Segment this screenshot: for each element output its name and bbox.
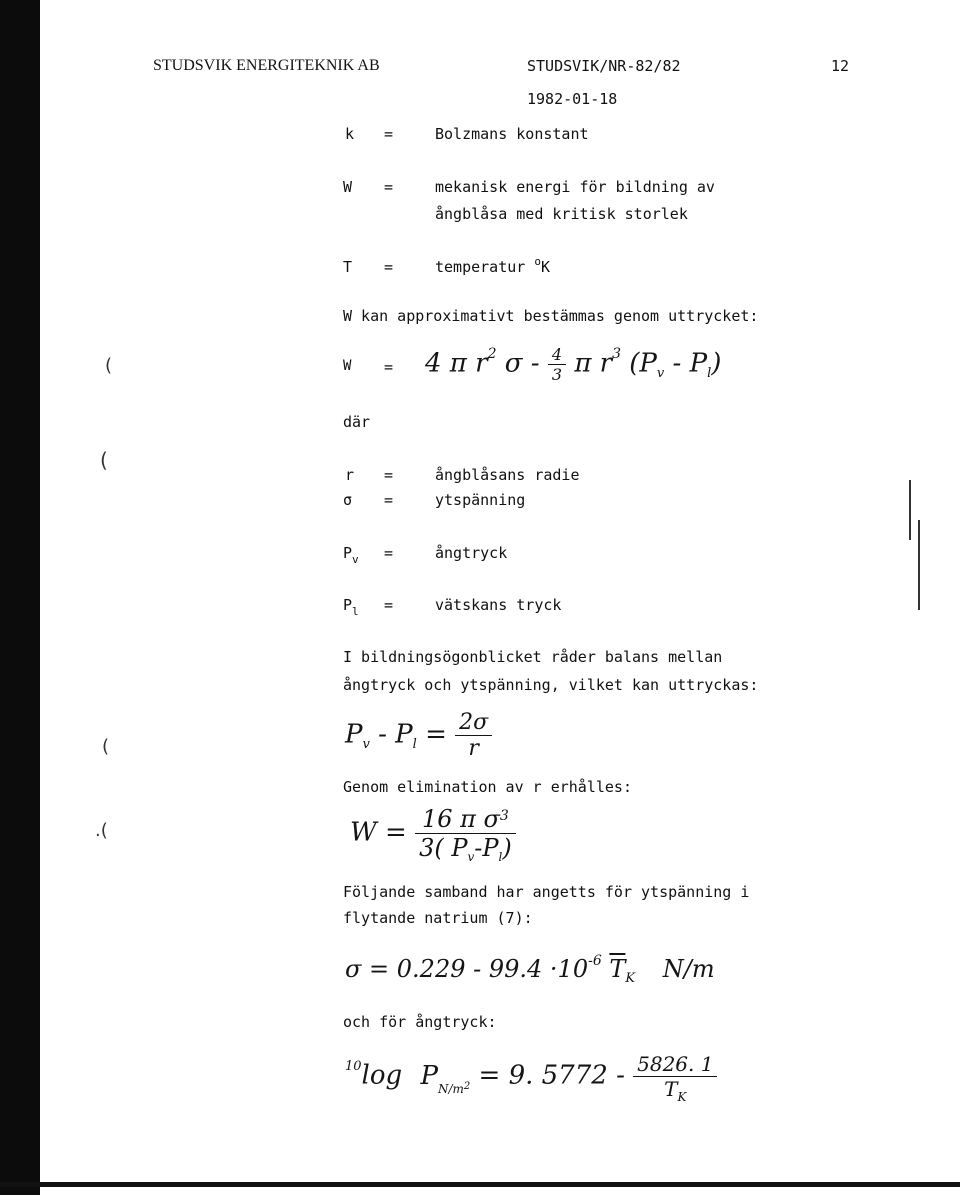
- eq1-expression: 4 π $r^2$ σ - $\frac{4}{3}$ π $r^3$ (Pv - Pl): [425, 345, 722, 384]
- def-k-text: Bolzmans konstant: [435, 125, 589, 143]
- header-report-number: STUDSVIK/NR-82/82: [527, 57, 681, 75]
- def-t-symbol: T: [343, 258, 353, 276]
- scan-edge-left-inner: [0, 0, 40, 1195]
- eq3-expression: W = $\frac{16 \pi \sigma^3}{3( P_v-P_l)}$: [350, 805, 516, 862]
- def-t-unit-sup: o: [534, 255, 541, 268]
- def-t-text: temperatur $^o$K: [435, 255, 550, 276]
- scan-mark-paren-4: .(: [95, 820, 108, 841]
- eq2-fraction: $\frac{2\sigma}{r}$: [455, 710, 492, 761]
- eq2-expression: Pv - Pl = $\frac{2\sigma}{r}$: [345, 710, 492, 761]
- scan-mark-paren-1: (: [105, 355, 113, 376]
- def-t-unit: K: [540, 258, 550, 276]
- def-pl-equals: =: [384, 596, 394, 614]
- def-w-text-line2: ångblåsa med kritisk storlek: [435, 205, 688, 223]
- elimination-text: Genom elimination av r erhålles:: [343, 778, 632, 796]
- following-text-line2: flytande natrium (7):: [343, 909, 533, 927]
- page-number: 12: [831, 57, 850, 75]
- eq5-fraction: $\frac{5826. 1}{T_K}$: [633, 1052, 717, 1101]
- intro-w-text: W kan approximativt bestämmas genom uttrycket:: [343, 307, 759, 325]
- header-company: STUDSVIK ENERGITEKNIK AB: [153, 57, 380, 74]
- def-sigma-text: ytspänning: [435, 491, 526, 509]
- def-w-text: mekanisk energi för bildning av: [435, 178, 715, 196]
- eq3-fraction: $\frac{16 \pi \sigma^3}{3( P_v-P_l)}$: [415, 805, 516, 862]
- def-w-symbol: W: [343, 178, 353, 196]
- balance-text-line2: ångtryck och ytspänning, vilket kan uttryckas:: [343, 676, 759, 694]
- def-w-equals: =: [384, 178, 394, 196]
- steam-text: och för ångtryck:: [343, 1013, 497, 1031]
- scan-mark-line-1: [909, 480, 911, 540]
- def-pv-text: ångtryck: [435, 544, 508, 562]
- def-t-equals: =: [384, 258, 394, 276]
- def-r-symbol: r: [345, 466, 355, 484]
- def-pl-text: vätskans tryck: [435, 596, 562, 614]
- def-k-symbol: k: [345, 125, 355, 143]
- def-k-equals: =: [384, 125, 394, 143]
- eq5-expression: $^{10}$log $P_{N/m^2} = 9$. 5772 - $\frac{5826. 1}{T_K}$: [345, 1052, 717, 1101]
- eq1-fraction: $\frac{4}{3}$: [548, 345, 566, 384]
- dar-label: där: [343, 413, 371, 431]
- def-sigma-symbol: σ: [343, 491, 353, 509]
- scan-mark-line-2: [918, 520, 920, 610]
- scan-mark-paren-2: (: [100, 448, 108, 472]
- def-r-text: ångblåsans radie: [435, 466, 580, 484]
- eq1-lhs: W: [343, 358, 352, 374]
- eq1-equals: =: [384, 358, 394, 376]
- following-text-line1: Följande samband har angetts för ytspänning i: [343, 883, 750, 901]
- balance-text-line1: I bildningsögonblicket råder balans mellan: [343, 648, 723, 666]
- scan-mark-paren-3: (: [102, 736, 110, 757]
- header-date: 1982-01-18: [527, 90, 618, 108]
- def-sigma-equals: =: [384, 491, 394, 509]
- def-pv-symbol: $P_v$: [343, 544, 359, 566]
- eq4-expression: $\sigma = 0.229 - 99.4 \cdot 10^{-6}$ $\overline{T}_K$ N/m: [345, 953, 715, 986]
- def-r-equals: =: [384, 466, 394, 484]
- def-pl-symbol: $P_l$: [343, 596, 359, 618]
- def-pv-equals: =: [384, 544, 394, 562]
- scan-edge-bottom: [0, 1182, 960, 1187]
